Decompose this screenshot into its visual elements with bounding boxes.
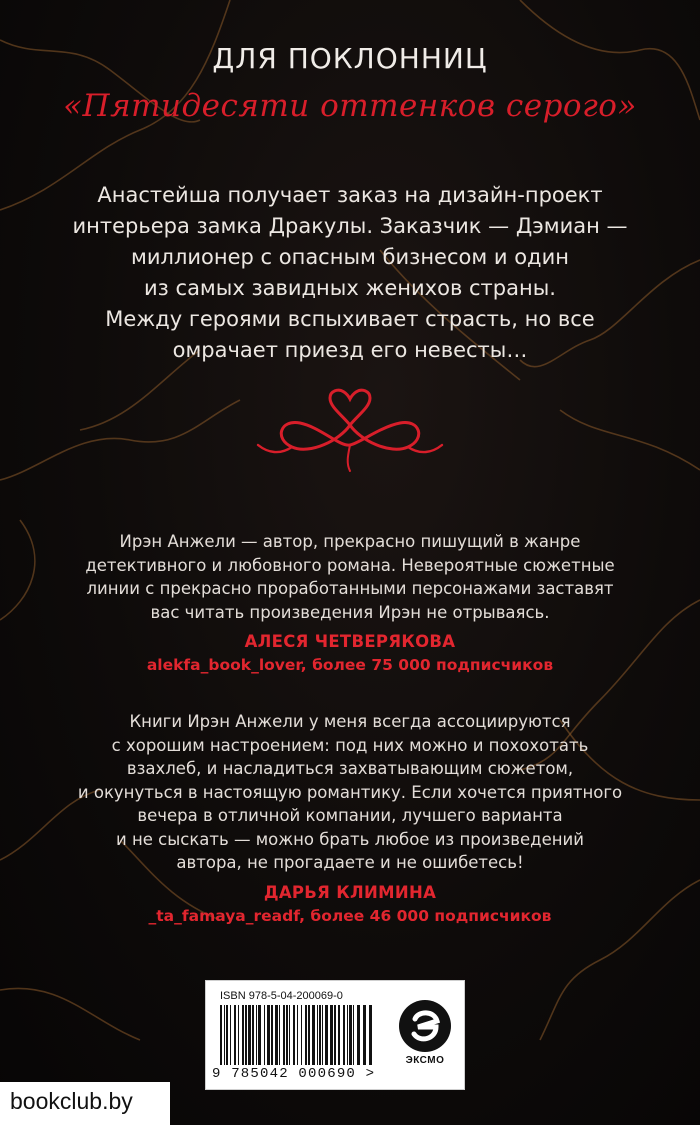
publisher-name: ЭКСМО	[405, 1055, 445, 1066]
barcode-bar	[353, 1005, 354, 1065]
review-line: вас читать произведения Ирэн не отрываясь.	[150, 602, 550, 622]
blurb-line: омрачает приезд его невесты…	[172, 338, 528, 362]
review-line: автора, не прогадаете и не ошибетесь!	[176, 853, 524, 872]
watermark-text: bookclub.by	[10, 1088, 133, 1114]
review-line: и не сыскать — можно брать любое из произведений	[116, 829, 584, 849]
barcode-bar	[230, 1005, 231, 1065]
blurb-line: миллионер с опасным бизнесом и один	[131, 245, 569, 269]
blurb-line: из самых завидных женихов страны.	[144, 276, 556, 300]
barcode-bar	[343, 1005, 345, 1065]
barcode-bar	[234, 1005, 236, 1065]
eksmo-logo-icon	[396, 997, 454, 1055]
barcode-bar	[275, 1005, 278, 1065]
barcode-bar	[248, 1005, 251, 1065]
barcode-bar	[347, 1005, 348, 1065]
review-line: взахлеб, и насладиться захватывающим сюжетом,	[126, 759, 574, 778]
review-1	[0, 530, 700, 676]
barcode-bars	[218, 1005, 378, 1065]
review-line: Книги Ирэн Анжели у меня всегда ассоциируются	[129, 712, 571, 731]
barcode-bar	[242, 1005, 244, 1065]
barcode-bar	[226, 1005, 228, 1065]
barcode-bar	[330, 1005, 333, 1065]
barcode-bar	[224, 1005, 225, 1065]
watermark	[0, 1082, 170, 1125]
barcode-bar	[297, 1005, 298, 1065]
barcode-bar	[369, 1005, 372, 1065]
blurb-line: Между героями вспыхивает страсть, но все	[105, 307, 595, 331]
barcode-bar	[289, 1005, 290, 1065]
barcode-bar	[305, 1005, 307, 1065]
barcode-bar	[334, 1005, 336, 1065]
review-line: линии с прекрасно проработанными персонажами заставят	[86, 579, 614, 598]
barcode-bar	[220, 1005, 222, 1065]
review-line: детективного и любовного романа. Невероятные сюжетные	[85, 555, 615, 575]
barcode-bar	[267, 1005, 270, 1065]
series-reference: «Пятидесяти оттенков серого»	[63, 88, 637, 124]
barcode-bar	[349, 1005, 352, 1065]
barcode-bar	[264, 1005, 265, 1065]
barcode-bar	[338, 1005, 340, 1065]
reviewer-name: АЛЕСЯ ЧЕТВЕРЯКОВА	[244, 632, 456, 651]
barcode-bar	[301, 1005, 302, 1065]
reviewer-handle: alekfa_book_lover, более 75 000 подписчиков	[146, 656, 554, 674]
heart-infinity-ornament-icon	[250, 385, 450, 480]
barcode-bar	[283, 1005, 285, 1065]
barcode-bar	[325, 1005, 328, 1065]
blurb-line: Анастейша получает заказ на дизайн-проект	[97, 183, 603, 207]
barcode-bar	[317, 1005, 318, 1065]
barcode-bar	[286, 1005, 288, 1065]
barcode-bar	[271, 1005, 273, 1065]
barcode-bar	[258, 1005, 261, 1065]
barcode-digits: 9 785042 000690 >	[212, 1066, 376, 1082]
barcode-bar	[238, 1005, 239, 1065]
reviewer-name: ДАРЬЯ КЛИМИНА	[263, 882, 437, 902]
barcode-panel	[205, 980, 465, 1090]
blurb-line: интерьера замка Дракулы. Заказчик — Дэмиан —	[72, 214, 628, 238]
review-line: с хорошим настроением: под них можно и похохотать	[111, 735, 589, 755]
barcode-bar	[322, 1005, 323, 1065]
barcode-bar	[357, 1005, 360, 1065]
review-2	[0, 710, 700, 927]
barcode-bar	[319, 1005, 321, 1065]
reviewer-handle: _ta_famaya_readf, более 46 000 подписчиков	[148, 906, 552, 925]
book-blurb	[0, 180, 700, 366]
barcode-bar	[308, 1005, 310, 1065]
barcode-bar	[293, 1005, 295, 1065]
barcode-bar	[312, 1005, 315, 1065]
review-line: и окунуться в настоящую романтику. Если хочется приятного	[77, 782, 623, 802]
tagline: ДЛЯ ПОКЛОННИЦ	[212, 42, 488, 75]
barcode-bar	[363, 1005, 366, 1065]
barcode-bar	[256, 1005, 257, 1065]
review-line: Ирэн Анжели — автор, прекрасно пишущий в жанре	[119, 532, 581, 551]
barcode-bar	[252, 1005, 254, 1065]
barcode-bar	[279, 1005, 280, 1065]
isbn-label: ISBN 978-5-04-200069-0	[220, 990, 343, 1002]
review-line: вечера в отличной компании, лучшего варианта	[137, 806, 563, 825]
barcode-bar	[245, 1005, 247, 1065]
